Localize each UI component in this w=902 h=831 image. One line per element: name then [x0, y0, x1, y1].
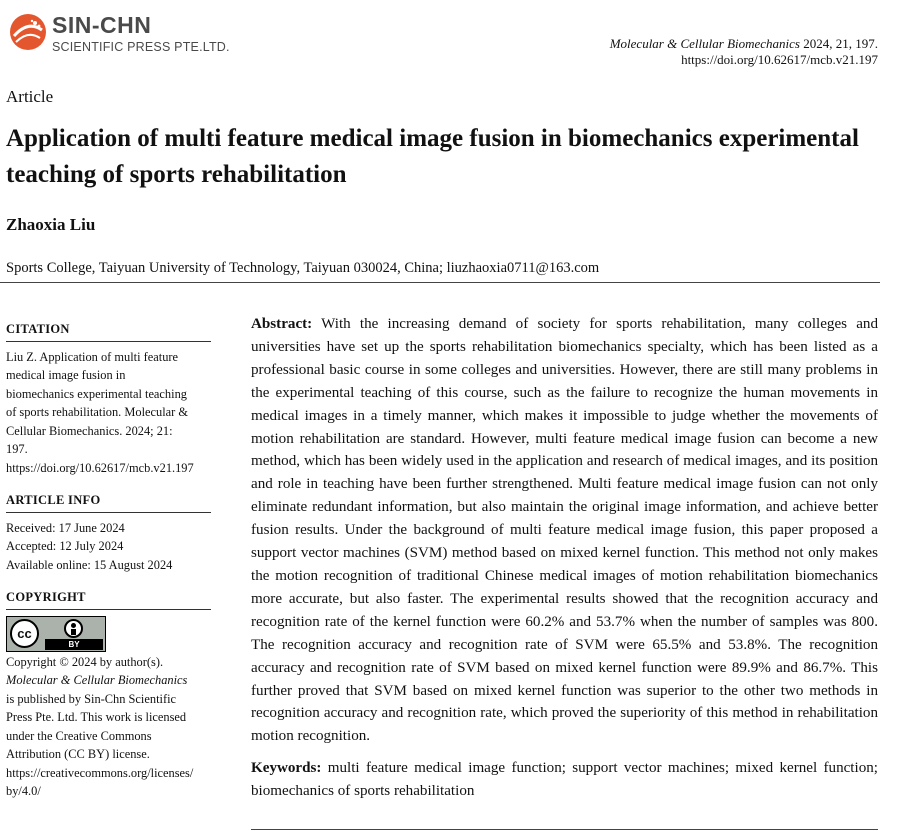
citation-line: medical image fusion in [6, 368, 126, 382]
author-name: Zhaoxia Liu [6, 215, 96, 234]
publisher-brand: SIN-CHN [52, 12, 152, 38]
copyright-line: Copyright © 2024 by author(s). [6, 654, 164, 669]
publisher-logo-icon [8, 12, 48, 52]
citation-heading: CITATION [6, 320, 211, 342]
publisher-logo [8, 10, 238, 60]
footer-divider [251, 829, 878, 830]
copyright-line: Attribution (CC BY) license. [6, 747, 150, 761]
accepted-date: Accepted: 12 July 2024 [6, 539, 124, 553]
article-title: Application of multi feature medical image fusion in biomechanics experimental teaching of sports rehabilitation [6, 125, 859, 188]
keywords [251, 757, 878, 803]
citation-line: 197. [6, 442, 28, 456]
keywords-label: Keywords: [251, 760, 322, 777]
license-link[interactable]: by/4.0/ [6, 784, 41, 798]
received-date: Received: 17 June 2024 [6, 520, 125, 535]
keywords-text: multi feature medical image function; support vector machines; mixed kernel function; biomechanics of sports rehabilitation [251, 760, 878, 800]
copyright-heading: COPYRIGHT [6, 588, 211, 610]
journal-line [610, 36, 878, 52]
license-link[interactable]: https://creativecommons.org/licenses/ [6, 765, 194, 780]
abstract-text: With the increasing demand of society for sports rehabilitation, many colleges and universities have set up the sports rehabilitation biomechanics specialty, which has been listed as a professional basic course in some colleges and universities. However, there are still many problems in the experimental teaching of this course, such as the failure to recognize the human movements in medical images in a timely manner, which makes it impossible to judge whether the movements of motion rehabilitation are standard. However, multi feature medical image fusion can become a new method, which has been widely used in the application and research of medical images, and its position and role in teaching have been further strengthened. Multi feature medical image fusion can not only eliminate redundant information, but also maintain the original image information, and achieve better fusion results. Under the background of multi feature medical image fusion, this paper proposed a support vector machines (SVM) method based on mixed kernel function. This method not only makes the motion recognition of traditional Chinese medical images of motion rehabilitation biomechanics more accurate, but also faster. The experimental results showed that the recognition accuracy and recognition rate of the kernel function were 60.2% and 53.7% when the number of samples was 800. The recognition accuracy and recognition rate of SVM were 65.5% and 53.8%. The recognition accuracy and recognition rate of SVM based on mixed kernel function were 89.9% and 86.7%. This further proved that SVM based on mixed kernel function was superior to the other two methods in recognition accuracy and recognition rate, which proved the superiority of this method in rehabilitation motion recognition. [251, 316, 878, 745]
article-info-block [6, 491, 211, 574]
citation-block [6, 320, 211, 477]
sidebar [6, 320, 211, 815]
citation-line: Liu Z. Application of multi feature [6, 349, 179, 364]
doi-link[interactable]: https://doi.org/10.62617/mcb.v21.197 [681, 52, 878, 67]
publisher-press: SCIENTIFIC PRESS PTE.LTD. [52, 40, 230, 54]
copyright-line: is published by Sin-Chn Scientific [6, 691, 177, 706]
citation-line: biomechanics experimental teaching [6, 386, 187, 401]
citation-line: of sports rehabilitation. Molecular & [6, 405, 189, 419]
header-divider [0, 282, 880, 283]
citation-doi-link[interactable]: https://doi.org/10.62617/mcb.v21.197 [6, 460, 194, 475]
attribution-icon [64, 619, 83, 638]
copyright-line: Press Pte. Ltd. This work is licensed [6, 710, 187, 724]
available-date: Available online: 15 August 2024 [6, 557, 173, 572]
author-affiliation: Sports College, Taiyuan University of Technology, Taiyuan 030024, China; liuzhaoxia0711@163.com [6, 260, 600, 276]
by-label: BY [45, 639, 103, 650]
article-type: Article [6, 87, 54, 106]
abstract [251, 313, 878, 748]
copyright-block [6, 588, 211, 801]
copyright-line: under the Creative Commons [6, 728, 152, 743]
article-info-heading: ARTICLE INFO [6, 491, 211, 513]
journal-name: Molecular & Cellular Biomechanics [609, 36, 800, 51]
journal-reference [610, 36, 878, 68]
cc-icon: cc [10, 619, 39, 648]
copyright-journal: Molecular & Cellular Biomechanics [6, 673, 188, 687]
main-content [251, 313, 878, 803]
abstract-label: Abstract: [251, 316, 313, 332]
citation-line: Cellular Biomechanics. 2024; 21: [6, 423, 173, 438]
journal-issue: 2024, 21, 197. [800, 36, 878, 51]
cc-by-license-badge[interactable] [6, 616, 106, 652]
